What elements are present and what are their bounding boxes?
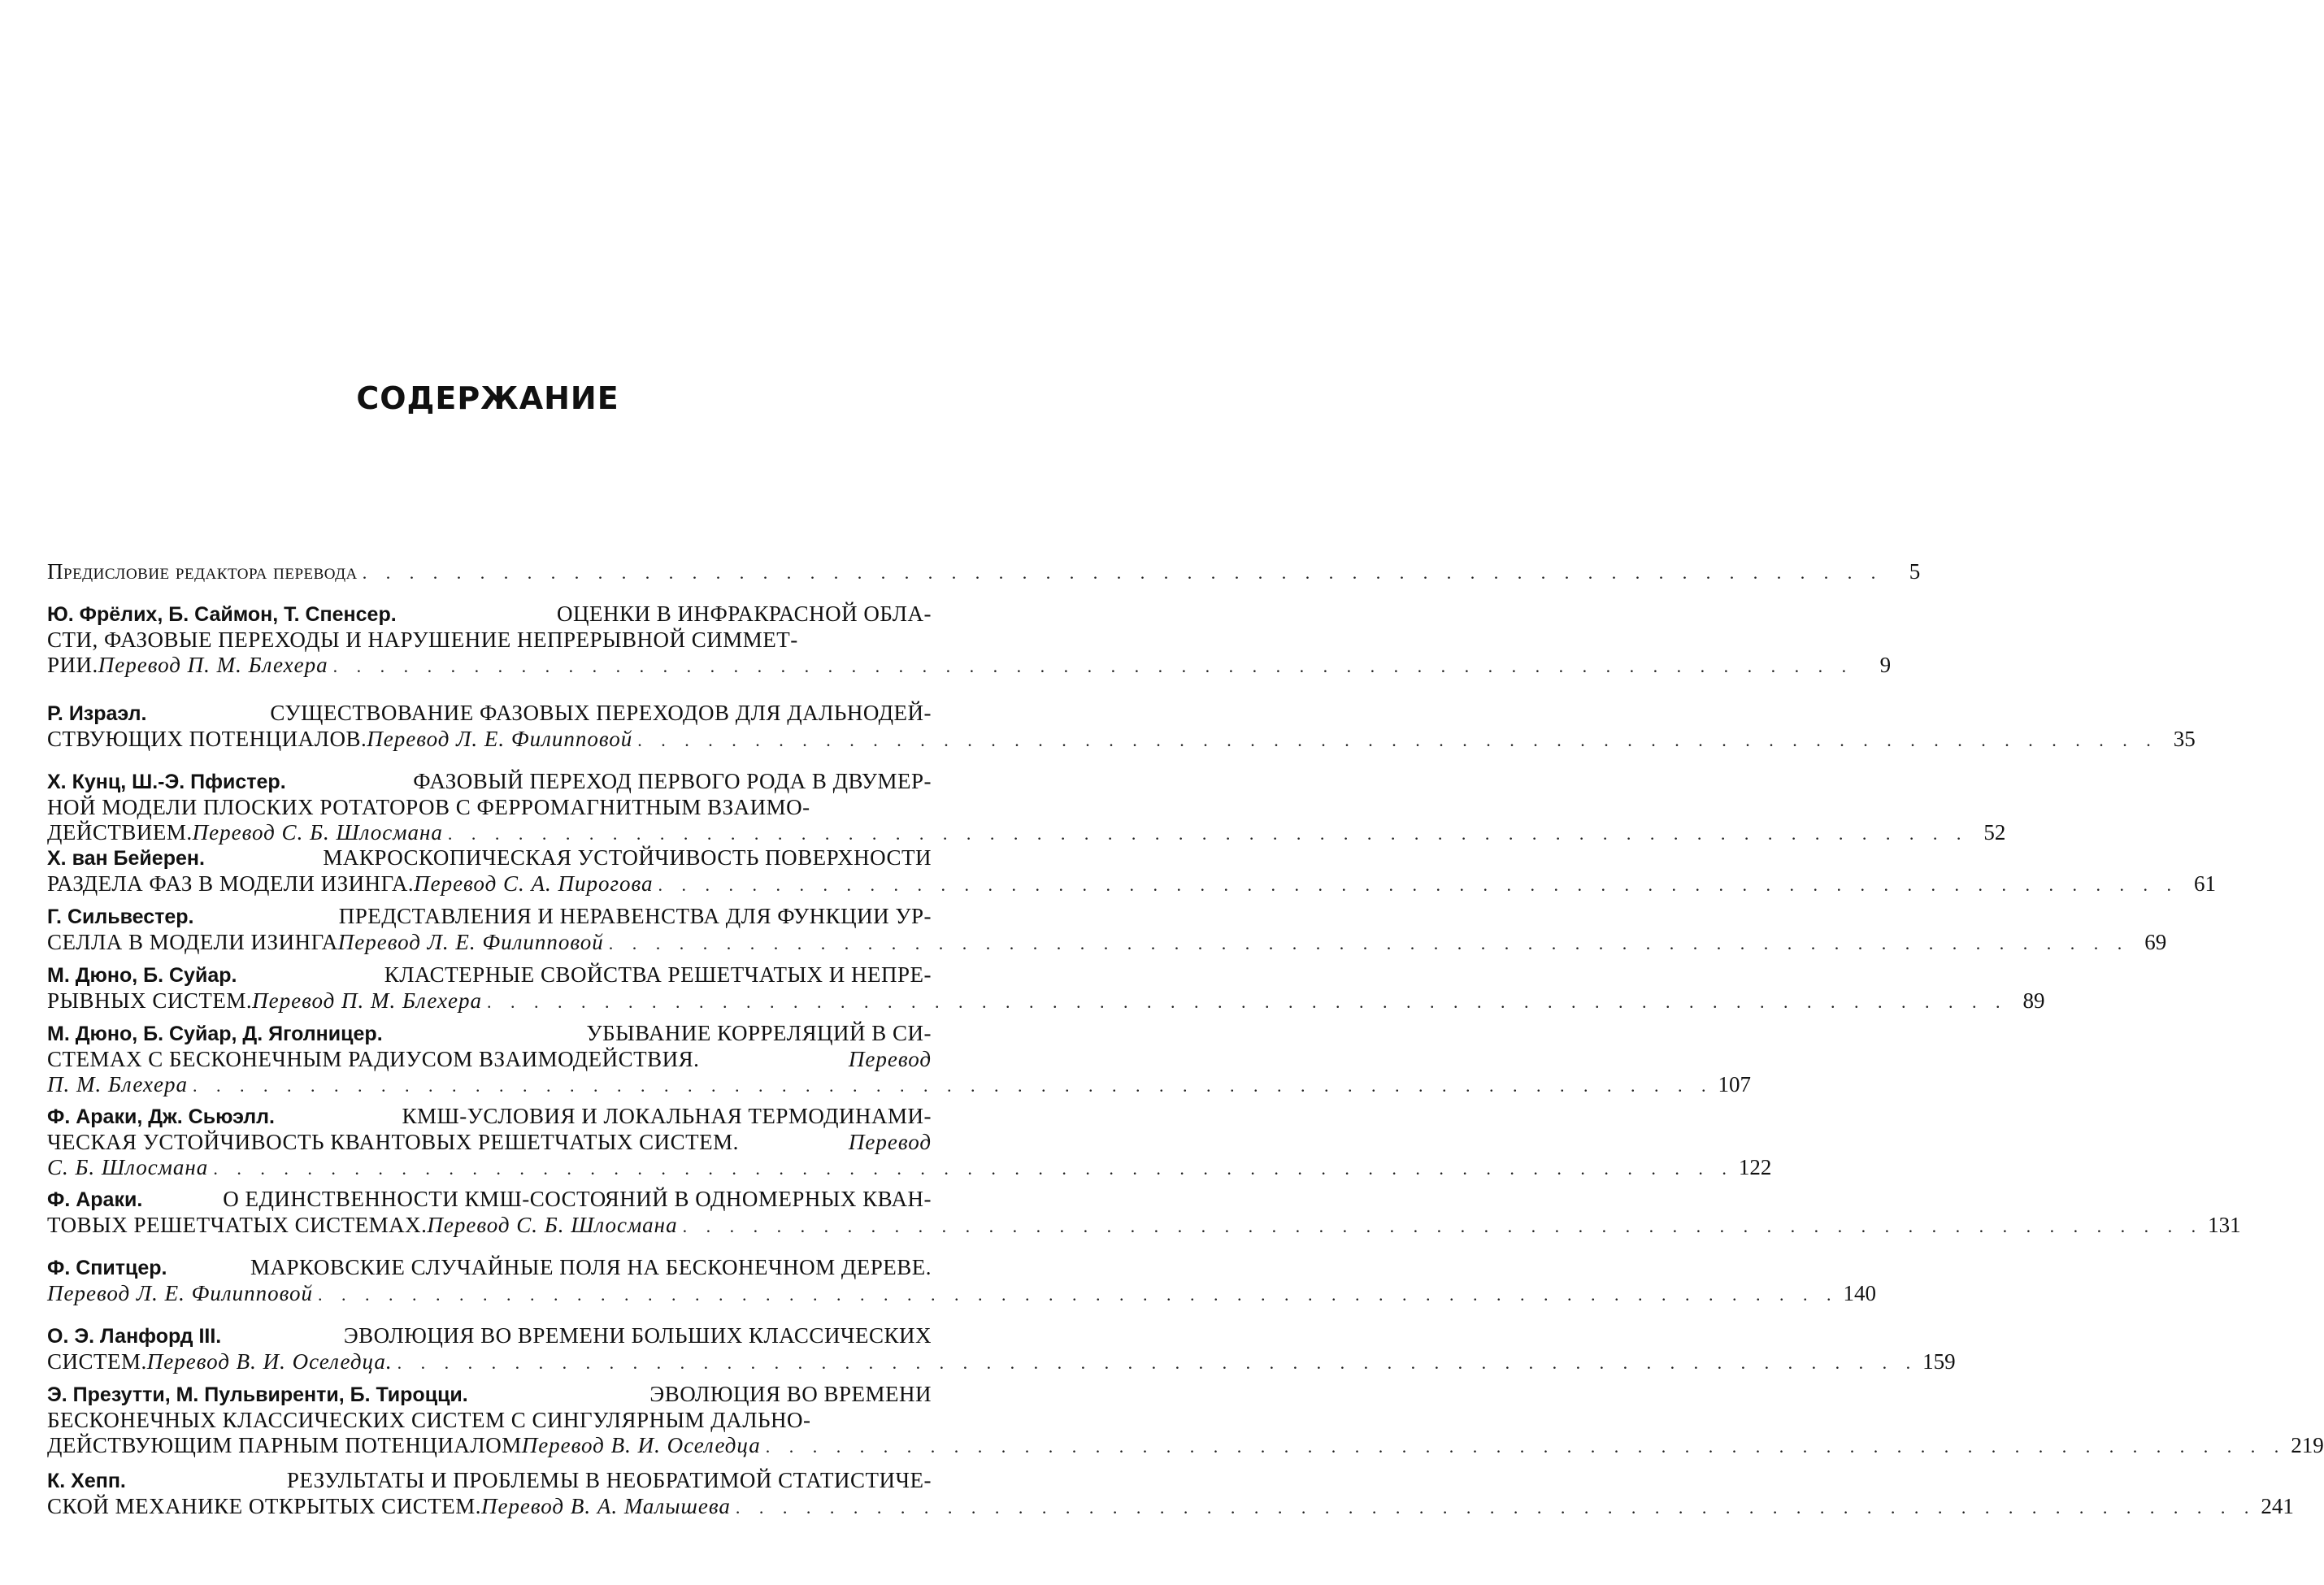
toc-entry[interactable] bbox=[47, 1255, 1877, 1307]
toc-entry-line bbox=[47, 769, 932, 795]
page-number: 107 bbox=[1718, 1072, 1751, 1096]
toc-entry[interactable] bbox=[47, 1382, 2324, 1459]
toc-entry-line bbox=[47, 795, 932, 820]
dot-leader: . . . . . . . . . . . . . . . . . . . . . . . . . . . . . . . . . . . . . . . . . . . . . . . . . . . . . . . . . . . . . . . . . bbox=[765, 1436, 2287, 1457]
entry-translator: Перевод В. А. Малышева bbox=[480, 1494, 731, 1518]
toc-entry-line bbox=[47, 1468, 932, 1494]
toc-entry-line bbox=[47, 962, 932, 988]
page-number: 122 bbox=[1738, 1155, 1772, 1179]
entry-title: БЕСКОНЕЧНЫХ КЛАССИЧЕСКИХ СИСТЕМ С СИНГУЛЯРНЫМ ДАЛЬНО- bbox=[47, 1408, 811, 1432]
entry-translator: Перевод Л. Е. Филипповой bbox=[367, 727, 633, 751]
entry-title: ЭВОЛЮЦИЯ ВО ВРЕМЕНИ БОЛЬШИХ КЛАССИЧЕСКИХ bbox=[343, 1323, 932, 1348]
dot-leader: . . . . . . . . . . . . . . . . . . . . . . . . . . . . . . . . . . . . . . . . . . . . . . . . . . . . . . . . . . . . . . . . . bbox=[332, 656, 1854, 676]
dot-leader: . . . . . . . . . . . . . . . . . . . . . . . . . . . . . . . . . . . . . . . . . . . . . . . . . . . . . . . . . . . . . . . . . bbox=[735, 1497, 2257, 1518]
entry-authors: Х. ван Бейерен. bbox=[47, 847, 205, 870]
toc-entry-line bbox=[47, 1213, 2241, 1239]
toc-entry[interactable] bbox=[47, 1021, 1751, 1098]
entry-title: СТИ, ФАЗОВЫЕ ПЕРЕХОДЫ И НАРУШЕНИЕ НЕПРЕРЫВНОЙ СИММЕТ- bbox=[47, 627, 798, 652]
entry-authors: М. Дюно, Б. Суйар. bbox=[47, 964, 237, 987]
toc-entry-line bbox=[47, 1494, 2294, 1520]
entry-title: РАЗДЕЛА ФАЗ В МОДЕЛИ ИЗИНГА. bbox=[47, 871, 415, 896]
entry-title: ДЕЙСТВУЮЩИМ ПАРНЫМ ПОТЕНЦИАЛОМ bbox=[47, 1433, 522, 1457]
toc-entry-line bbox=[47, 1433, 2324, 1459]
dot-leader: . . . . . . . . . . . . . . . . . . . . . . . . . . . . . . . . . . . . . . . . . . . . . . . . . . . . . . . . . . . . . . . . . bbox=[658, 875, 2179, 895]
toc-entry[interactable] bbox=[47, 1468, 2294, 1520]
entry-title: УБЫВАНИЕ КОРРЕЛЯЦИЙ В СИ- bbox=[586, 1021, 932, 1045]
entry-title: РЫВНЫХ СИСТЕМ. bbox=[47, 988, 253, 1013]
entry-authors: Г. Сильвестер. bbox=[47, 905, 194, 928]
toc-entry-line bbox=[47, 627, 932, 653]
toc-entry-line bbox=[47, 727, 2196, 753]
toc-entry-line bbox=[47, 820, 2006, 846]
dot-leader: . . . . . . . . . . . . . . . . . . . . . . . . . . . . . . . . . . . . . . . . . . . . . . . . . . . . . . . . . . . . . . . . . bbox=[486, 992, 2008, 1012]
page-number: 159 bbox=[1922, 1349, 1956, 1374]
dot-leader: . . . . . . . . . . . . . . . . . . . . . . . . . . . . . . . . . . . . . . . . . . . . . . . . . . . . . . . . . . . . . . . . . bbox=[637, 730, 2158, 750]
dot-leader: . . . . . . . . . . . . . . . . . . . . . . . . . . . . . . . . . . . . . . . . . . . . . . . . . . . . . . . . . . . . . . . . . bbox=[397, 1353, 1918, 1373]
dot-leader: . . . . . . . . . . . . . . . . . . . . . . . . . . . . . . . . . . . . . . . . . . . . . . . . . . . . . . . . . . . . . . . . . bbox=[608, 933, 2130, 953]
toc-entry-line bbox=[47, 930, 2167, 956]
page-number: 35 bbox=[2173, 727, 2196, 751]
entry-title: ЧЕСКАЯ УСТОЙЧИВОСТЬ КВАНТОВЫХ РЕШЕТЧАТЫХ СИСТЕМ. bbox=[47, 1130, 739, 1154]
entry-translator: Перевод bbox=[848, 1047, 932, 1071]
toc-entry[interactable] bbox=[47, 845, 2217, 897]
toc-entry[interactable] bbox=[47, 904, 2167, 956]
entry-title: СТЕМАХ С БЕСКОНЕЧНЫМ РАДИУСОМ ВЗАИМОДЕЙСТВИЯ. bbox=[47, 1047, 700, 1071]
toc-entry-line bbox=[47, 1408, 932, 1433]
toc-entry-line bbox=[47, 701, 932, 727]
entry-translator: Перевод С. Б. Шлосмана bbox=[427, 1213, 678, 1237]
page-number: 5 bbox=[1909, 559, 1921, 584]
entry-translator: С. Б. Шлосмана bbox=[47, 1155, 209, 1179]
toc-entry[interactable] bbox=[47, 1187, 2241, 1239]
toc-entry[interactable] bbox=[47, 1323, 1956, 1375]
toc-entry-line bbox=[47, 1021, 932, 1047]
entry-title: ПРЕДСТАВЛЕНИЯ И НЕРАВЕНСТВА ДЛЯ ФУНКЦИИ УР- bbox=[338, 904, 932, 928]
entry-title: КМШ-УСЛОВИЯ И ЛОКАЛЬНАЯ ТЕРМОДИНАМИ- bbox=[402, 1104, 932, 1128]
entry-authors: Ф. Спитцер. bbox=[47, 1257, 167, 1279]
page-number: 140 bbox=[1843, 1281, 1877, 1305]
entry-title: РИИ. bbox=[47, 653, 98, 677]
entry-translator: Перевод Л. Е. Филипповой bbox=[337, 930, 604, 954]
toc-entry-line bbox=[47, 1072, 1751, 1098]
toc-entry-line bbox=[47, 904, 932, 930]
entry-title: СИСТЕМ. bbox=[47, 1349, 147, 1374]
entry-title: Предисловие редактора перевода bbox=[47, 559, 358, 584]
entry-title: МАКРОСКОПИЧЕСКАЯ УСТОЙЧИВОСТЬ ПОВЕРХНОСТИ bbox=[323, 845, 932, 870]
dot-leader: . . . . . . . . . . . . . . . . . . . . . . . . . . . . . . . . . . . . . . . . . . . . . . . . . . . . . . . . . . . . . . . . . bbox=[362, 562, 1883, 583]
entry-authors: Р. Израэл. bbox=[47, 702, 147, 725]
entry-title: НОЙ МОДЕЛИ ПЛОСКИХ РОТАТОРОВ С ФЕРРОМАГНИТНЫМ ВЗАИМО- bbox=[47, 795, 810, 819]
page-number: 219 bbox=[2291, 1433, 2324, 1457]
entry-authors: Ю. Фрёлих, Б. Саймон, Т. Спенсер. bbox=[47, 603, 397, 626]
toc-entry-line bbox=[47, 988, 2045, 1014]
entry-translator: Перевод П. М. Блехера bbox=[252, 988, 482, 1013]
entry-title: СУЩЕСТВОВАНИЕ ФАЗОВЫХ ПЕРЕХОДОВ ДЛЯ ДАЛЬНОДЕЙ- bbox=[270, 701, 932, 725]
toc-entry[interactable] bbox=[47, 559, 1921, 585]
entry-title: РЕЗУЛЬТАТЫ И ПРОБЛЕМЫ В НЕОБРАТИМОЙ СТАТИСТИЧЕ- bbox=[286, 1468, 932, 1492]
entry-authors: К. Хепп. bbox=[47, 1470, 126, 1492]
page-title: СОДЕРЖАНИЕ bbox=[356, 380, 619, 416]
entry-title: ДЕЙСТВИЕМ. bbox=[47, 820, 193, 845]
toc-entry-line bbox=[47, 1104, 932, 1130]
entry-title: КЛАСТЕРНЫЕ СВОЙСТВА РЕШЕТЧАТЫХ И НЕПРЕ- bbox=[384, 962, 932, 987]
entry-title: ТОВЫХ РЕШЕТЧАТЫХ СИСТЕМАХ. bbox=[47, 1213, 428, 1237]
entry-translator: Перевод С. А. Пирогова bbox=[414, 871, 654, 896]
entry-title: СЕЛЛА В МОДЕЛИ ИЗИНГА bbox=[47, 930, 338, 954]
dot-leader: . . . . . . . . . . . . . . . . . . . . . . . . . . . . . . . . . . . . . . . . . . . . . . . . . . . . . . . . . . . . . . . . . bbox=[192, 1075, 1714, 1096]
dot-leader: . . . . . . . . . . . . . . . . . . . . . . . . . . . . . . . . . . . . . . . . . . . . . . . . . . . . . . . . . . . . . . . . . bbox=[213, 1158, 1734, 1179]
dot-leader: . . . . . . . . . . . . . . . . . . . . . . . . . . . . . . . . . . . . . . . . . . . . . . . . . . . . . . . . . . . . . . . . . bbox=[682, 1216, 2204, 1236]
toc-entry[interactable] bbox=[47, 769, 2006, 846]
page-number: 69 bbox=[2144, 930, 2167, 954]
toc-entry[interactable] bbox=[47, 701, 2196, 753]
toc-entry[interactable] bbox=[47, 601, 1892, 679]
page-number: 9 bbox=[1879, 653, 1892, 677]
dot-leader: . . . . . . . . . . . . . . . . . . . . . . . . . . . . . . . . . . . . . . . . . . . . . . . . . . . . . . . . . . . . . . . . . bbox=[447, 823, 1969, 844]
entry-translator: Перевод П. М. Блехера bbox=[98, 653, 328, 677]
entry-translator: Перевод bbox=[848, 1130, 932, 1154]
entry-authors: Ф. Араки. bbox=[47, 1188, 143, 1211]
entry-title: СКОЙ МЕХАНИКЕ ОТКРЫТЫХ СИСТЕМ. bbox=[47, 1494, 481, 1518]
entry-authors: Х. Кунц, Ш.-Э. Пфистер. bbox=[47, 771, 286, 793]
entry-authors: О. Э. Ланфорд III. bbox=[47, 1325, 222, 1348]
toc-entry[interactable] bbox=[47, 1104, 1772, 1181]
toc-entry-line bbox=[47, 1323, 932, 1349]
entry-title: ЭВОЛЮЦИЯ ВО ВРЕМЕНИ bbox=[649, 1382, 932, 1406]
entry-title: ОЦЕНКИ В ИНФРАКРАСНОЙ ОБЛА- bbox=[556, 601, 932, 626]
toc-entry-line bbox=[47, 559, 1921, 585]
entry-translator: Перевод В. И. Оселедца. bbox=[146, 1349, 393, 1374]
entry-title: СТВУЮЩИХ ПОТЕНЦИАЛОВ. bbox=[47, 727, 367, 751]
entry-translator: Перевод Л. Е. Филипповой bbox=[47, 1281, 314, 1305]
page-number: 52 bbox=[1983, 820, 2006, 845]
page-number: 131 bbox=[2208, 1213, 2241, 1237]
entry-authors: М. Дюно, Б. Суйар, Д. Яголницер. bbox=[47, 1023, 383, 1045]
toc-entry-line bbox=[47, 871, 2217, 897]
toc-entry[interactable] bbox=[47, 962, 2045, 1014]
toc-entry-line bbox=[47, 1130, 932, 1155]
entry-authors: Э. Презутти, М. Пульвиренти, Б. Тироцци. bbox=[47, 1383, 468, 1406]
page-number: 89 bbox=[2022, 988, 2045, 1013]
entry-authors: Ф. Араки, Дж. Сьюэлл. bbox=[47, 1105, 275, 1128]
toc-entry-line bbox=[47, 1255, 932, 1281]
entry-title: ФАЗОВЫЙ ПЕРЕХОД ПЕРВОГО РОДА В ДВУМЕР- bbox=[413, 769, 932, 793]
entry-translator: П. М. Блехера bbox=[47, 1072, 188, 1096]
toc-entry-line bbox=[47, 1047, 932, 1072]
toc-entry-line bbox=[47, 1349, 1956, 1375]
toc-entry-line bbox=[47, 653, 1892, 679]
entry-translator: Перевод С. Б. Шлосмана bbox=[192, 820, 443, 845]
page-number: 241 bbox=[2261, 1494, 2294, 1518]
entry-translator: Перевод В. И. Оселедца bbox=[521, 1433, 761, 1457]
toc-entry-line bbox=[47, 601, 932, 627]
toc-entry-line bbox=[47, 845, 932, 871]
entry-title: О ЕДИНСТВЕННОСТИ КМШ-СОСТОЯНИЙ В ОДНОМЕРНЫХ КВАН- bbox=[223, 1187, 932, 1211]
dot-leader: . . . . . . . . . . . . . . . . . . . . . . . . . . . . . . . . . . . . . . . . . . . . . . . . . . . . . . . . . . . . . . . . . bbox=[318, 1284, 1839, 1305]
toc-entry-line bbox=[47, 1382, 932, 1408]
toc-entry-line bbox=[47, 1155, 1772, 1181]
toc-entry-line bbox=[47, 1187, 932, 1213]
toc-entry-line bbox=[47, 1281, 1877, 1307]
entry-title: МАРКОВСКИЕ СЛУЧАЙНЫЕ ПОЛЯ НА БЕСКОНЕЧНОМ ДЕРЕВЕ. bbox=[250, 1255, 932, 1279]
page-number: 61 bbox=[2194, 871, 2217, 896]
